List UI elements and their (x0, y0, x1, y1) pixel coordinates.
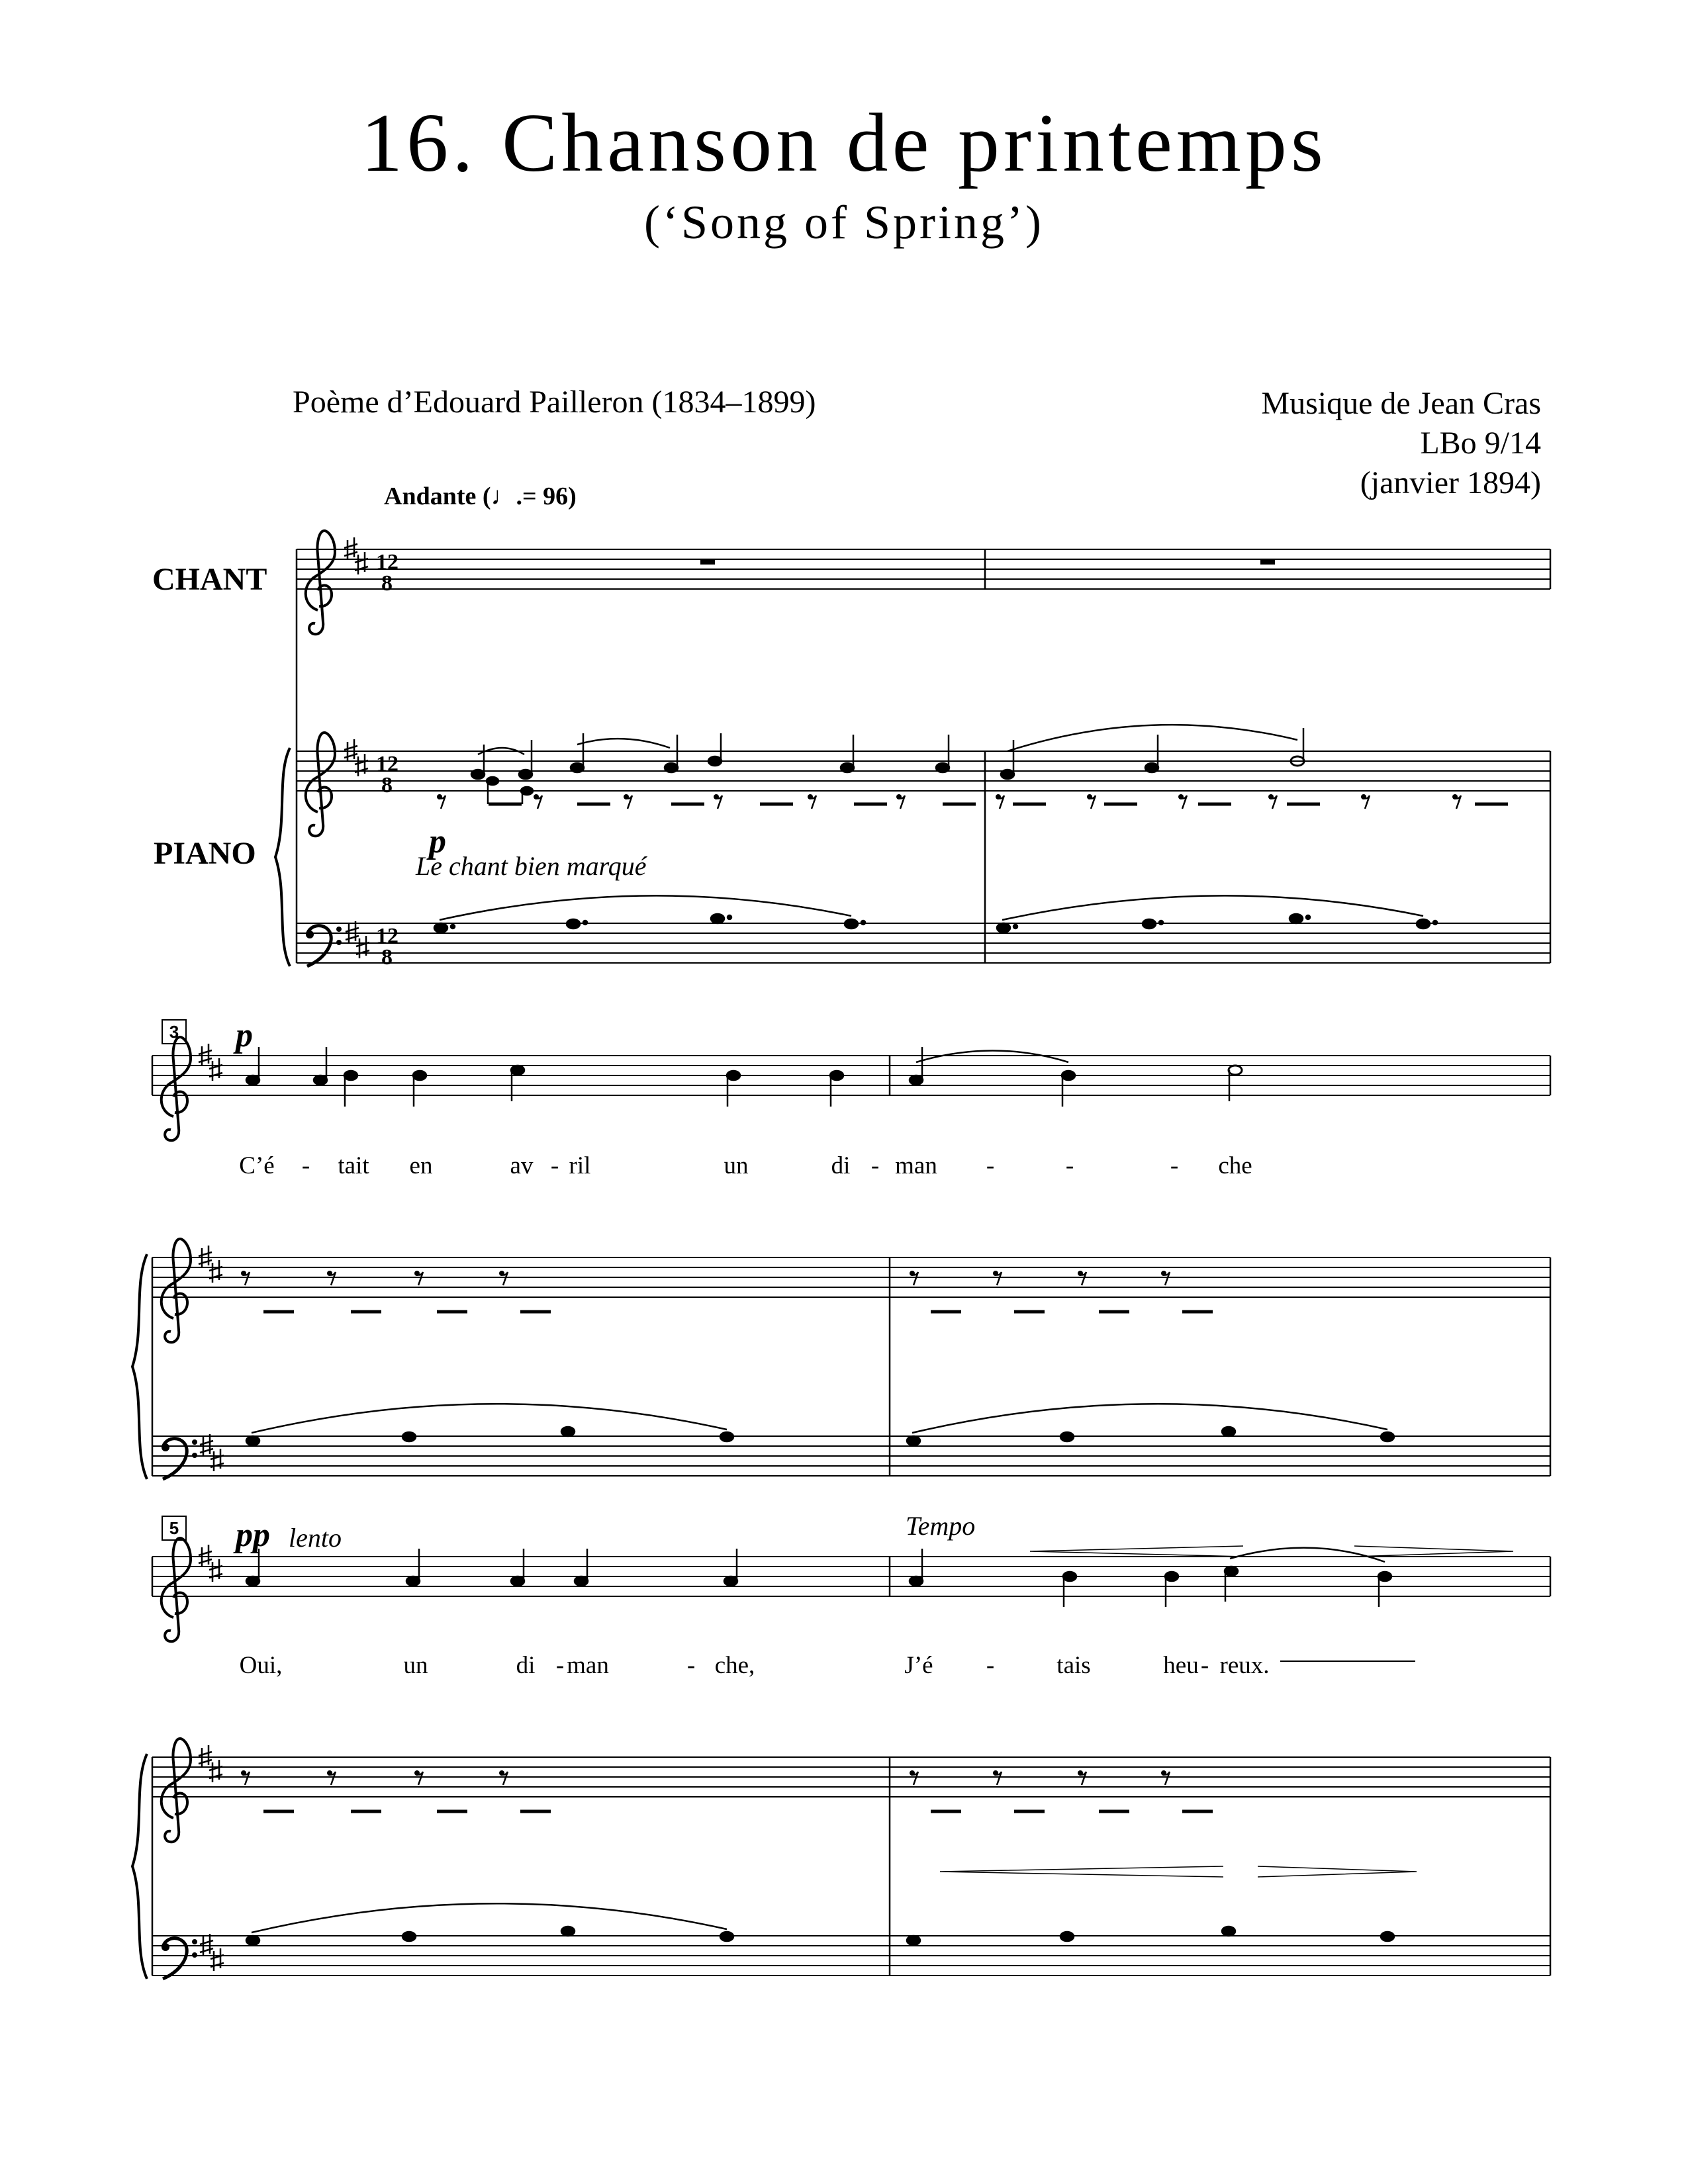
piano-lh-notes (246, 1404, 1394, 1445)
lyric-syllable: - (1200, 1652, 1209, 1679)
poet-credit: Poème d’Edouard Pailleron (1834–1899) (293, 385, 816, 420)
voice-dynamic: pp (236, 1516, 270, 1554)
svg-text:8: 8 (381, 945, 393, 970)
lyric-syllable: - (986, 1652, 995, 1679)
lyric-syllable: un (403, 1652, 428, 1679)
piano-lh-staff-lines (152, 1936, 1550, 1976)
sharp-icon (209, 1260, 222, 1283)
lyric-syllable: - (550, 1152, 559, 1179)
piano-brace (132, 1254, 147, 1479)
lyric-syllable: di (831, 1152, 851, 1179)
lyric-syllable: C’é (239, 1152, 275, 1179)
lyric-syllable: di (516, 1652, 536, 1679)
eighth-rests (437, 794, 1461, 809)
voice-dynamic: p (236, 1017, 253, 1054)
sharp-icon (209, 1058, 222, 1081)
svg-text:8: 8 (381, 571, 393, 596)
piano-dynamic: p (429, 823, 446, 860)
piano-rh-staff-lines (152, 1257, 1550, 1297)
expression-lento: lento (289, 1523, 342, 1553)
lyric-syllable: Oui, (239, 1652, 283, 1679)
composer-line: Musique de Jean Cras (1261, 386, 1541, 421)
sharp-icon (355, 552, 368, 574)
voice-staff-lines (152, 1557, 1550, 1596)
sharp-icon (211, 1948, 224, 1971)
lyric-syllable: - (870, 1152, 880, 1179)
treble-clef-icon (162, 1739, 191, 1842)
treble-clef-icon (162, 1037, 191, 1140)
piano-lh-notes (246, 1903, 1394, 1945)
sharp-icon (355, 754, 368, 776)
lyric-syllable: J’é (904, 1652, 933, 1679)
lyric-syllable: man (895, 1152, 937, 1179)
lyric-syllable: man (567, 1652, 609, 1679)
measure-number: 3 (162, 1019, 187, 1044)
piano-label: PIANO (154, 836, 256, 871)
svg-text:12: 12 (376, 752, 399, 776)
expression-tempo: Tempo (906, 1511, 976, 1541)
lyric-syllable: reux. (1219, 1652, 1270, 1679)
svg-text:12: 12 (376, 550, 399, 574)
piano-rh-staff-lines (152, 1757, 1550, 1797)
piano-lh-notes (434, 895, 1437, 933)
piano-lh-staff-lines (297, 923, 1550, 963)
lyric-syllable: - (986, 1152, 995, 1179)
treble-clef-icon (306, 531, 335, 634)
tempo-marking: Andante (♩.= 96) (384, 482, 577, 510)
piano-lh-staff-lines (152, 1436, 1550, 1476)
lyric-syllable: en (409, 1152, 433, 1179)
piano-brace (275, 748, 290, 966)
sharp-icon (211, 1449, 224, 1471)
date-line: (janvier 1894) (1360, 465, 1541, 500)
catalogue-line: LBo 9/14 (1420, 426, 1541, 461)
treble-clef-icon (162, 1538, 191, 1641)
piano-rh-notes (471, 733, 976, 804)
voice-staff-lines (152, 1056, 1550, 1095)
lyric-syllable: tais (1056, 1652, 1091, 1679)
voice-staff-lines (297, 549, 1550, 589)
whole-rest (1260, 559, 1275, 565)
bass-clef-icon (162, 1439, 197, 1479)
lyric-syllable: tait (338, 1152, 369, 1179)
treble-clef-icon (306, 733, 335, 836)
piece-title: 16. Chanson de printemps (361, 97, 1327, 189)
piano-expression: Le chant bien marqué (416, 851, 647, 881)
piece-subtitle: (‘Song of Spring’) (644, 196, 1044, 249)
lyric-syllable: ril (569, 1152, 591, 1179)
treble-clef-icon (162, 1239, 191, 1342)
svg-text:12: 12 (376, 924, 399, 948)
sharp-icon (209, 1760, 222, 1782)
lyric-syllable: un (724, 1152, 749, 1179)
lyric-syllable: - (686, 1652, 696, 1679)
bass-clef-icon (162, 1938, 197, 1979)
lyric-syllable: heu (1163, 1652, 1199, 1679)
lyric-syllable: che (1218, 1152, 1252, 1179)
piano-rh-notes (1001, 725, 1508, 804)
whole-rest (700, 559, 715, 565)
voice-notes (246, 1548, 1415, 1661)
lyric-syllable: - (555, 1652, 565, 1679)
piano-brace (132, 1754, 147, 1979)
time-signature (376, 550, 399, 970)
sharp-icon (356, 936, 369, 958)
measure-number: 5 (162, 1516, 187, 1541)
lyric-syllable: - (1065, 1152, 1074, 1179)
lyric-syllable: - (301, 1152, 310, 1179)
bass-clef-icon (306, 926, 342, 966)
voice-label: CHANT (152, 562, 267, 597)
lyric-syllable: - (1170, 1152, 1179, 1179)
sharp-icon (209, 1559, 222, 1582)
lyric-syllable: che, (714, 1652, 755, 1679)
lyric-syllable: av (510, 1152, 534, 1179)
svg-text:8: 8 (381, 773, 393, 797)
